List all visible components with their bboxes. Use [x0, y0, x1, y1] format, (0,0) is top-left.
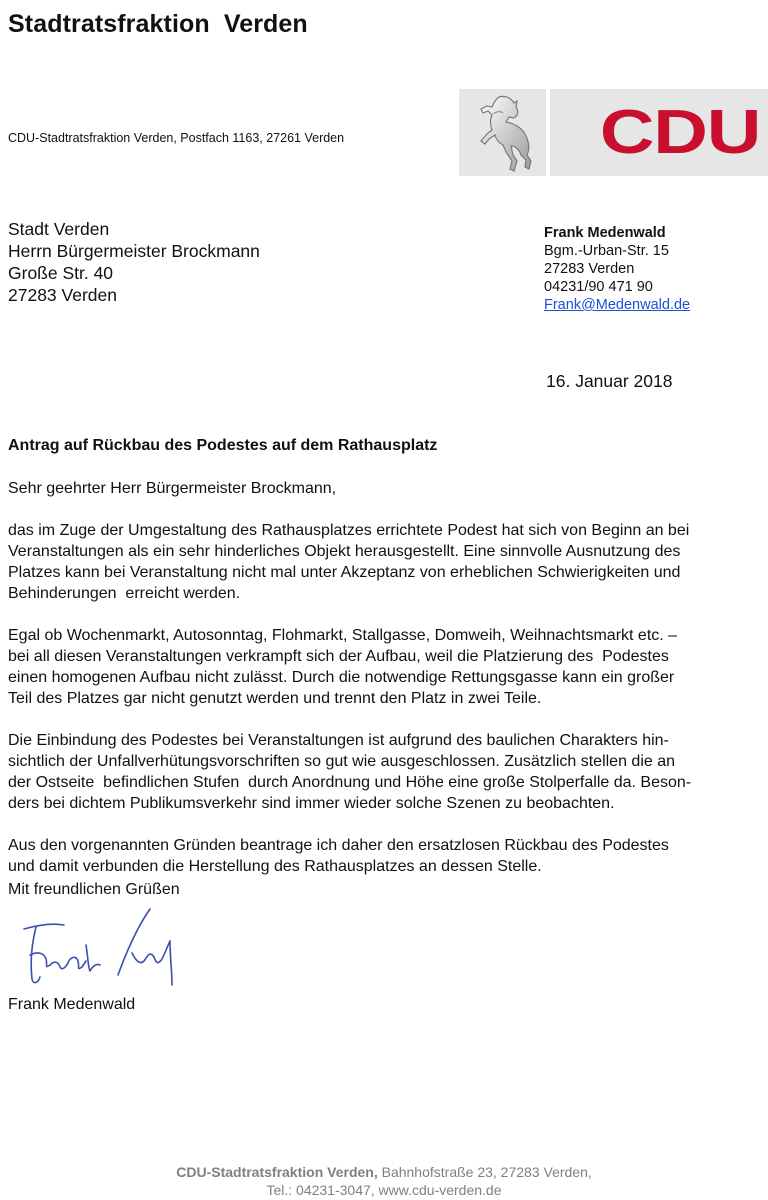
sender-street: Bgm.-Urban-Str. 15 [544, 243, 669, 259]
return-address: CDU-Stadtratsfraktion Verden, Postfach 1163, 27261 Verden [8, 131, 345, 145]
horse-icon [459, 89, 546, 176]
recipient-line: Große Str. 40 [8, 263, 114, 283]
letter-body [8, 478, 760, 898]
body-line: Platzes kann bei Veranstaltung nicht mal unter Akzeptanz von erheblichen Schwierigkeiten und [8, 564, 681, 581]
body-line: der Ostseite befindlichen Stufen durch Anordnung und Höhe eine große Stolperfalle da. Beson- [8, 774, 692, 791]
paragraph [8, 520, 760, 604]
cdu-wordmark-panel [550, 89, 768, 176]
letter-subject: Antrag auf Rückbau des Podestes auf dem Rathausplatz [8, 437, 438, 454]
body-line: einen homogenen Aufbau nicht zulässt. Durch die notwendige Rettungsgasse kann ein großer [8, 669, 675, 686]
handwritten-signature [20, 905, 190, 990]
recipient-address [8, 218, 260, 306]
closing: Mit freundlichen Grüßen [8, 881, 180, 898]
footer-address: Bahnhofstraße 23, 27283 Verden, [377, 1164, 592, 1180]
cdu-logo [459, 89, 768, 176]
body-line: bei all diesen Veranstaltungen verkrampft sich der Aufbau, weil die Platzierung des Podestes [8, 648, 669, 665]
body-line: Veranstaltungen als ein sehr hinderliches Objekt herausgestellt. Eine sinnvolle Ausnutzung des [8, 543, 681, 560]
sender-city: 27283 Verden [544, 261, 635, 277]
footer-contact: Tel.: 04231-3047, www.cdu-verden.de [266, 1182, 502, 1198]
salutation: Sehr geehrter Herr Bürgermeister Brockmann, [8, 480, 337, 497]
letter-date: 16. Januar 2018 [546, 371, 673, 391]
sender-name: Frank Medenwald [544, 225, 666, 241]
recipient-line: Herrn Bürgermeister Brockmann [8, 241, 260, 261]
body-line: Aus den vorgenannten Gründen beantrage ich daher den ersatzlosen Rückbau des Podestes [8, 837, 669, 854]
body-line: Behinderungen erreicht werden. [8, 585, 241, 602]
footer-org: CDU-Stadtratsfraktion Verden, [176, 1164, 378, 1180]
sender-email-link[interactable]: Frank@Medenwald.de [544, 297, 691, 313]
paragraph [8, 835, 760, 877]
body-line: ders bei dichtem Publikumsverkehr sind immer wieder solche Szenen zu beobachten. [8, 795, 615, 812]
sender-phone: 04231/90 471 90 [544, 279, 653, 295]
sender-block [544, 224, 690, 314]
body-line: sichtlich der Unfallverhütungsvorschriften so gut wie ausgeschlossen. Zusätzlich stellen die an [8, 753, 676, 770]
body-line: das im Zuge der Umgestaltung des Rathausplatzes errichtete Podest hat sich von Beginn an bei [8, 522, 690, 539]
signer-name: Frank Medenwald [8, 996, 136, 1013]
paragraph [8, 625, 760, 709]
org-title: Stadtratsfraktion Verden [8, 10, 308, 38]
cdu-wordmark: CDU [599, 98, 761, 167]
recipient-line: 27283 Verden [8, 285, 117, 305]
body-line: und damit verbunden die Herstellung des Rathausplatzes an dessen Stelle. [8, 858, 542, 875]
footer-line [0, 1163, 768, 1181]
page-footer [0, 1163, 768, 1199]
paragraph [8, 730, 760, 814]
horse-emblem-panel [459, 89, 546, 176]
body-line: Teil des Platzes gar nicht genutzt werden und trennt den Platz in zwei Teile. [8, 690, 542, 707]
recipient-line: Stadt Verden [8, 219, 110, 239]
body-line: Die Einbindung des Podestes bei Veranstaltungen ist aufgrund des baulichen Charakters hin- [8, 732, 669, 749]
body-line: Egal ob Wochenmarkt, Autosonntag, Flohmarkt, Stallgasse, Domweih, Weihnachtsmarkt etc. – [8, 627, 678, 644]
